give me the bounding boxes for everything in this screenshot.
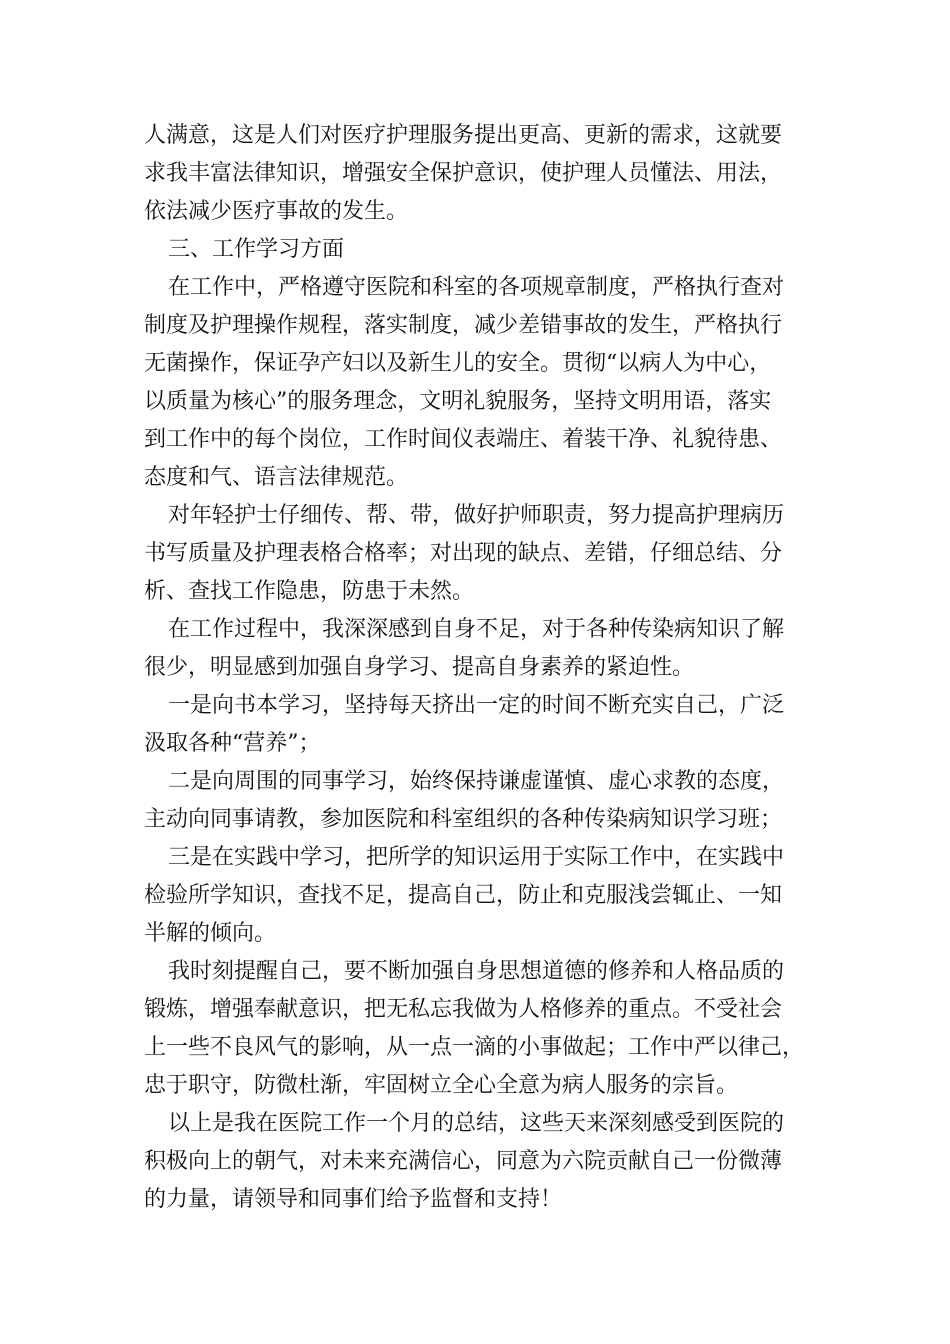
text-line: 的力量，请领导和同事们给予监督和支持！ <box>144 1187 563 1212</box>
text-line: 主动向同事请教，参加医院和科室组织的各种传染病知识学习班； <box>144 807 783 832</box>
text-line: 以质量为核心”的服务理念，文明礼貌服务，坚持文明用语，落实 <box>144 389 772 414</box>
text-line: 到工作中的每个岗位，工作时间仪表端庄、着装干净、礼貌待患、 <box>144 427 783 452</box>
text-line: 锻炼，增强奉献意识，把无私忘我做为人格修养的重点。不受社会 <box>144 997 783 1022</box>
text-line: 汲取各种“营养”； <box>144 731 321 756</box>
text-line: 析、查找工作隐患，防患于未然。 <box>144 579 475 604</box>
paragraph-first-line: 三是在实践中学习，把所学的知识运用于实际工作中，在实践中 <box>168 845 785 870</box>
paragraph-first-line: 一是向书本学习，坚持每天挤出一定的时间不断充实自己，广泛 <box>168 693 785 718</box>
text-line: 书写质量及护理表格合格率；对出现的缺点、差错，仔细总结、分 <box>144 541 783 566</box>
text-line: 积极向上的朝气，对未来充满信心，同意为六院贡献自己一份微薄 <box>144 1149 783 1174</box>
paragraph-first-line: 我时刻提醒自己，要不断加强自身思想道德的修养和人格品质的 <box>168 959 785 984</box>
text-line: 人满意，这是人们对医疗护理服务提出更高、更新的需求，这就要 <box>144 123 783 148</box>
text-line: 制度及护理操作规程，落实制度，减少差错事故的发生，严格执行 <box>144 313 783 338</box>
text-line: 无菌操作，保证孕产妇以及新生儿的安全。贯彻“以病人为中心， <box>144 351 772 376</box>
text-line: 上一些不良风气的影响，从一点一滴的小事做起；工作中严以律己， <box>144 1035 805 1060</box>
text-line: 很少，明显感到加强自身学习、提高自身素养的紧迫性。 <box>144 655 695 680</box>
paragraph-first-line: 对年轻护士仔细传、帮、带，做好护师职责，努力提高护理病历 <box>168 503 785 528</box>
section-heading: 三、工作学习方面 <box>168 237 345 262</box>
text-line: 依法减少医疗事故的发生。 <box>144 199 409 224</box>
text-line: 半解的倾向。 <box>144 921 277 946</box>
text-line: 忠于职守，防微杜渐，牢固树立全心全意为病人服务的宗旨。 <box>144 1073 739 1098</box>
paragraph-first-line: 二是向周围的同事学习，始终保持谦虚谨慎、虚心求教的态度， <box>168 769 785 794</box>
text-line: 求我丰富法律知识，增强安全保护意识，使护理人员懂法、用法， <box>144 161 783 186</box>
text-line: 检验所学知识，查找不足，提高自己，防止和克服浅尝辄止、一知 <box>144 883 783 908</box>
document-body <box>144 117 814 1219</box>
paragraph-first-line: 在工作过程中，我深深感到自身不足，对于各种传染病知识了解 <box>168 617 785 642</box>
paragraph-first-line: 以上是我在医院工作一个月的总结，这些天来深刻感受到医院的 <box>168 1111 785 1136</box>
text-line: 态度和气、语言法律规范。 <box>144 465 409 490</box>
paragraph-first-line: 在工作中，严格遵守医院和科室的各项规章制度，严格执行查对 <box>168 275 785 300</box>
